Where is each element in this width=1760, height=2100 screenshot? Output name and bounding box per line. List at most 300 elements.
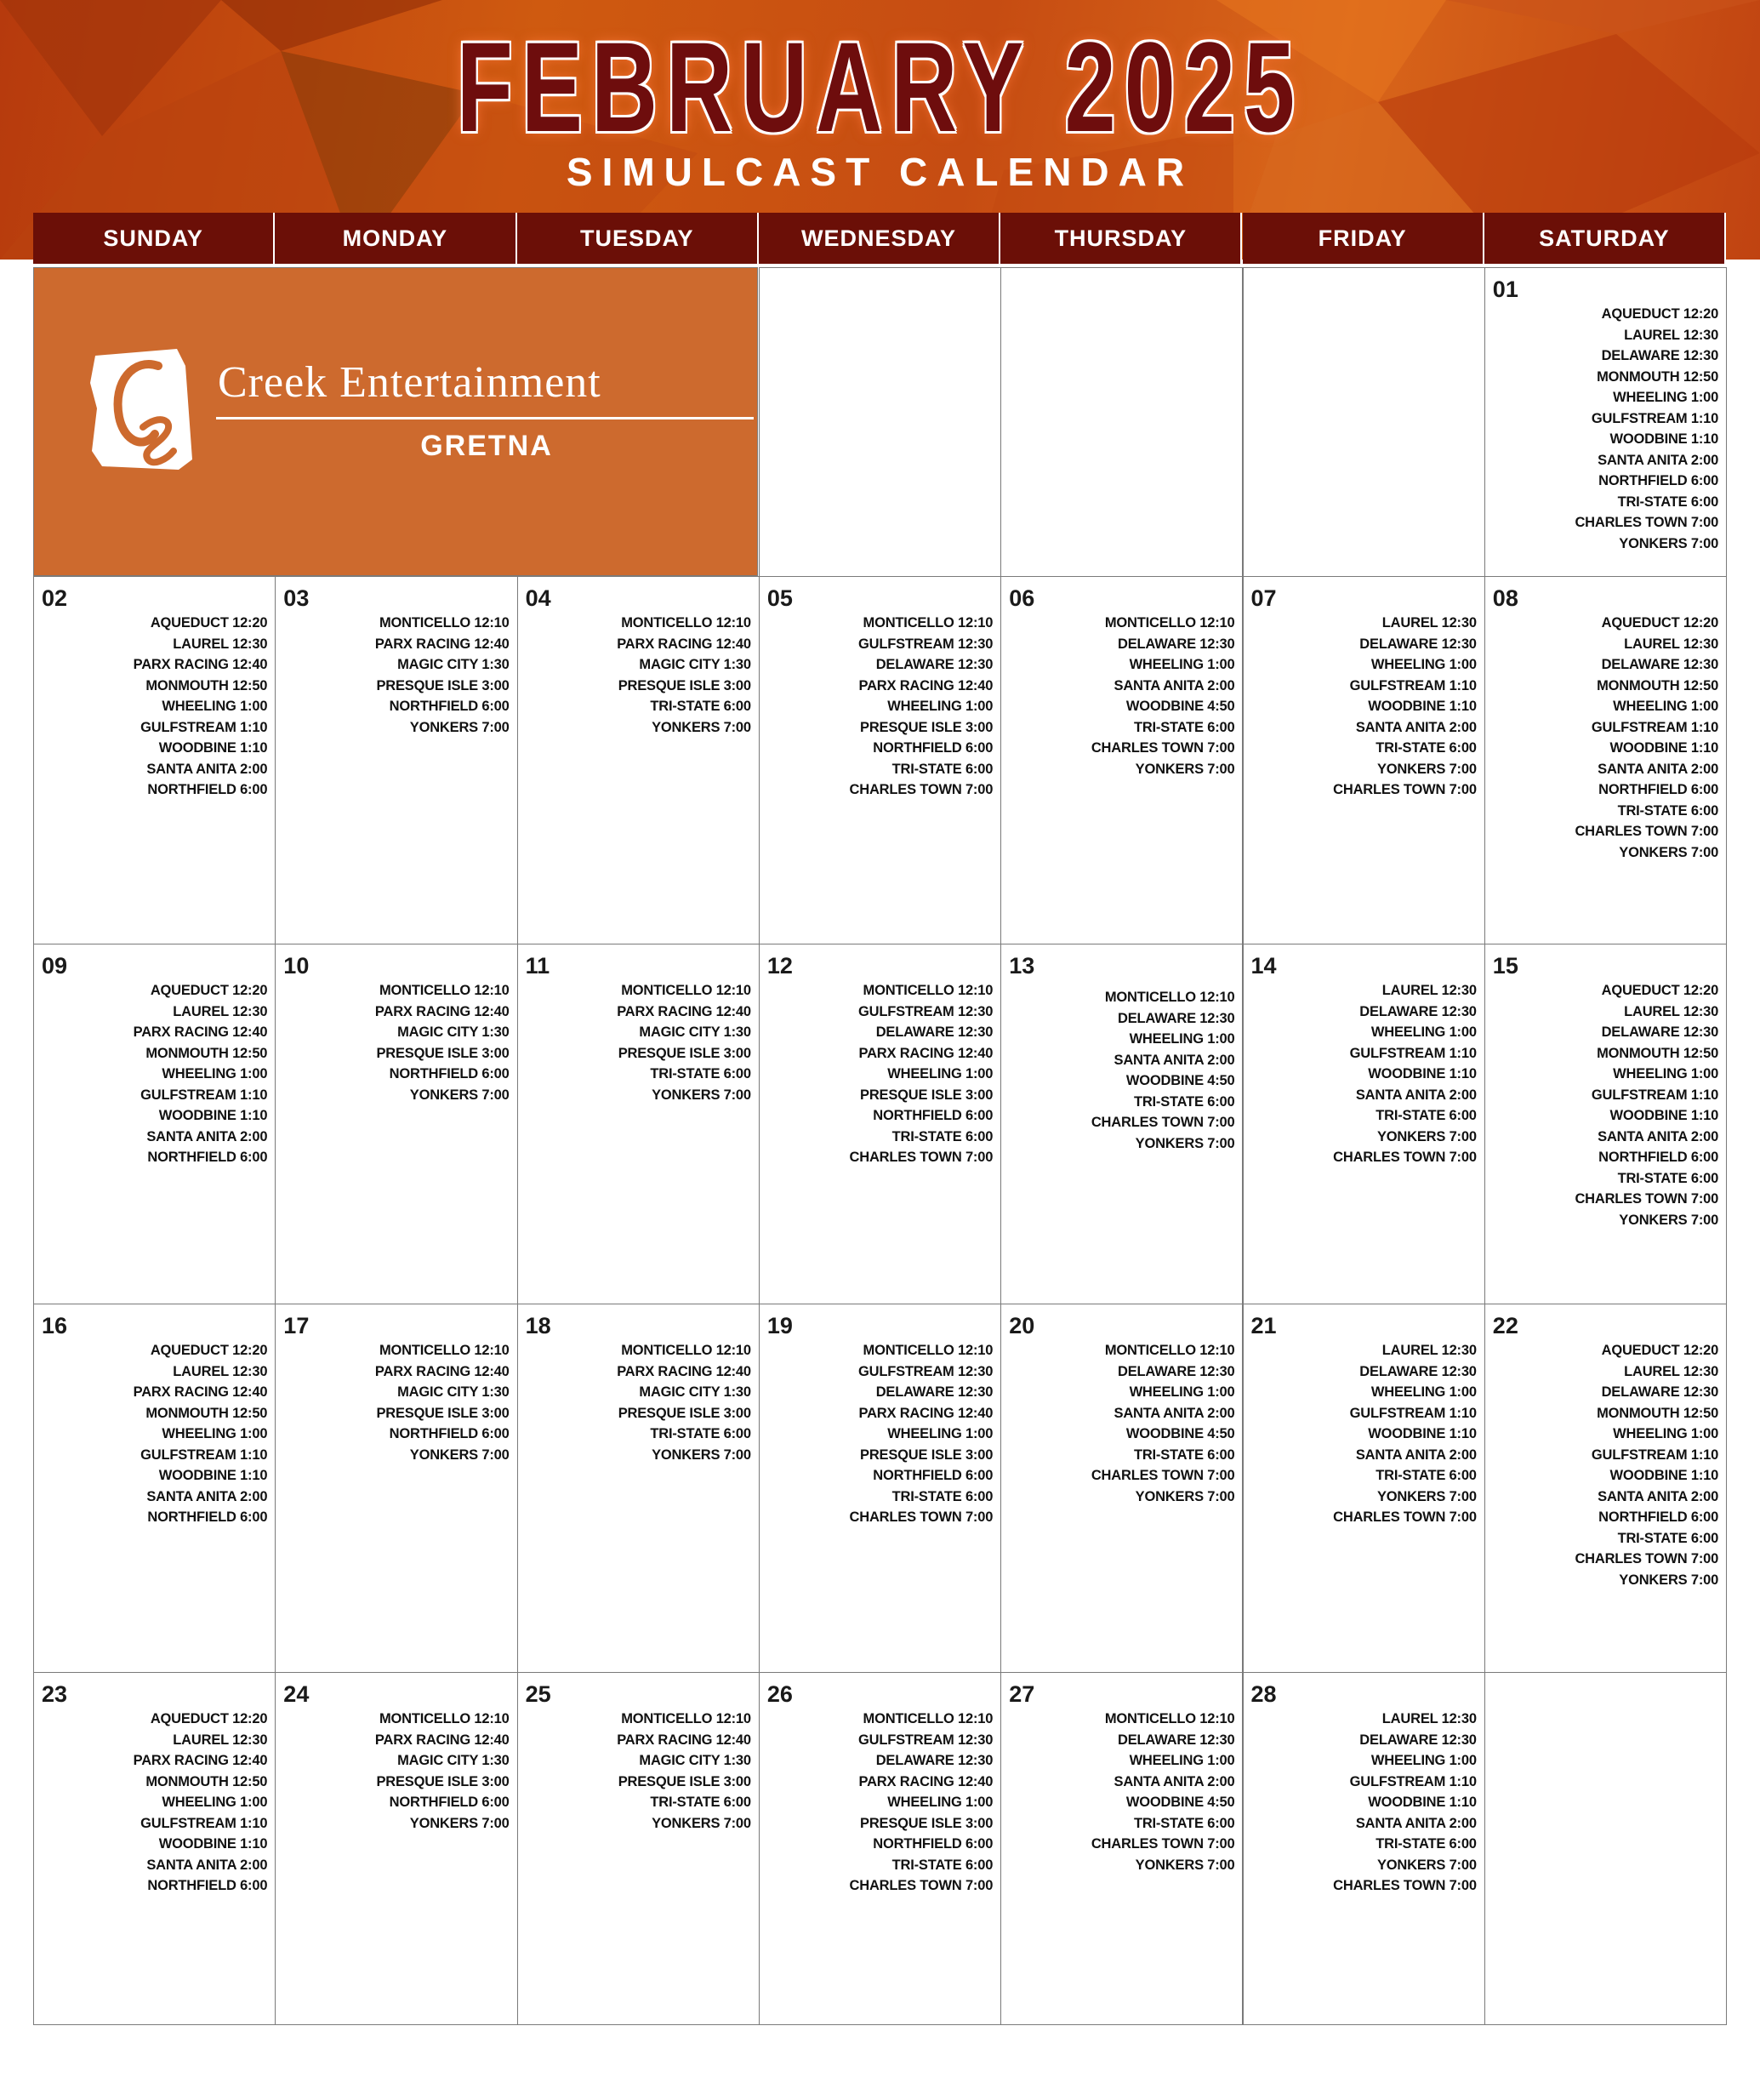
- race-entry: NORTHFIELD 6:00: [389, 1795, 510, 1810]
- race-entry: CHARLES TOWN 7:00: [849, 1150, 994, 1165]
- race-entry: AQUEDUCT 12:20: [1601, 615, 1719, 631]
- empty-day-cell: [759, 267, 1001, 577]
- day-cell-04: [517, 576, 760, 944]
- day-number: 27: [1009, 1681, 1035, 1707]
- race-entry: WHEELING 1:00: [887, 1426, 994, 1441]
- race-entry: AQUEDUCT 12:20: [150, 983, 268, 998]
- race-entry: WHEELING 1:00: [1370, 1384, 1477, 1400]
- day-cell-17: [275, 1304, 517, 1673]
- race-entry: NORTHFIELD 6:00: [873, 1836, 994, 1852]
- race-entry: WOODBINE 1:10: [158, 1108, 268, 1123]
- race-list: [1091, 1340, 1235, 1507]
- race-list: [134, 613, 268, 801]
- race-entry: MONTICELLO 12:10: [621, 615, 751, 631]
- race-entry: GULFSTREAM 1:10: [1591, 1087, 1719, 1103]
- race-entry: NORTHFIELD 6:00: [389, 1426, 510, 1441]
- race-entry: DELAWARE 12:30: [1117, 1363, 1235, 1379]
- race-entry: PARX RACING 12:40: [133, 1384, 268, 1400]
- race-entry: PRESQUE ISLE 3:00: [860, 719, 994, 735]
- race-entry: WHEELING 1:00: [1370, 1753, 1477, 1768]
- race-list: [1575, 613, 1718, 863]
- race-entry: NORTHFIELD 6:00: [1598, 1150, 1719, 1165]
- race-entry: TRI-STATE 6:00: [1376, 1836, 1477, 1852]
- day-cell-24: [275, 1672, 517, 2025]
- race-entry: WOODBINE 1:10: [1609, 1468, 1719, 1483]
- day-cell-11: [517, 944, 760, 1304]
- race-entry: PRESQUE ISLE 3:00: [376, 677, 510, 693]
- race-entry: PRESQUE ISLE 3:00: [860, 1815, 994, 1831]
- race-entry: DELAWARE 12:30: [1117, 1732, 1235, 1748]
- race-entry: MAGIC CITY 1:30: [639, 1024, 751, 1040]
- race-list: [850, 1340, 994, 1528]
- day-cell-05: [759, 576, 1001, 944]
- race-entry: CHARLES TOWN 7:00: [1333, 1150, 1477, 1165]
- day-number: 14: [1250, 953, 1277, 979]
- day-cell-06: [1000, 576, 1243, 944]
- race-entry: PARX RACING 12:40: [617, 1732, 751, 1748]
- race-list: [1575, 1340, 1718, 1590]
- race-entry: TRI-STATE 6:00: [1617, 1530, 1719, 1546]
- race-entry: NORTHFIELD 6:00: [389, 1066, 510, 1081]
- race-entry: SANTA ANITA 2:00: [1355, 1815, 1477, 1831]
- race-entry: SANTA ANITA 2:00: [146, 1488, 268, 1504]
- race-entry: YONKERS 7:00: [1135, 1857, 1235, 1873]
- race-entry: MAGIC CITY 1:30: [397, 1024, 510, 1040]
- day-cell-25: [517, 1672, 760, 2025]
- race-entry: GULFSTREAM 12:30: [858, 1003, 994, 1019]
- race-entry: MONMOUTH 12:50: [145, 677, 268, 693]
- day-number: 07: [1250, 585, 1277, 611]
- race-list: [134, 1709, 268, 1897]
- day-number: 16: [42, 1313, 68, 1338]
- race-entry: PARX RACING 12:40: [374, 1363, 510, 1379]
- day-cell-20: [1000, 1304, 1243, 1673]
- race-entry: NORTHFIELD 6:00: [873, 1108, 994, 1123]
- race-entry: YONKERS 7:00: [652, 1447, 751, 1463]
- race-entry: GULFSTREAM 1:10: [140, 1815, 268, 1831]
- race-entry: AQUEDUCT 12:20: [150, 615, 268, 631]
- day-cell-08: [1484, 576, 1727, 944]
- day-cell-26: [759, 1672, 1001, 2025]
- race-entry: YONKERS 7:00: [409, 1447, 510, 1463]
- race-entry: TRI-STATE 6:00: [650, 699, 751, 714]
- race-entry: YONKERS 7:00: [652, 719, 751, 735]
- calendar-grid: [33, 213, 1726, 2024]
- page-subtitle: SIMULCAST CALENDAR: [566, 150, 1194, 194]
- race-entry: YONKERS 7:00: [1376, 1857, 1477, 1873]
- race-entry: TRI-STATE 6:00: [1376, 1468, 1477, 1483]
- race-entry: SANTA ANITA 2:00: [146, 1857, 268, 1873]
- day-cell-15: [1484, 944, 1727, 1304]
- race-entry: MONMOUTH 12:50: [1597, 677, 1719, 693]
- race-entry: PARX RACING 12:40: [133, 1753, 268, 1768]
- race-entry: DELAWARE 12:30: [1359, 636, 1477, 652]
- race-entry: DELAWARE 12:30: [875, 1384, 994, 1400]
- race-list: [375, 1340, 510, 1465]
- race-list: [1091, 987, 1235, 1154]
- day-cell-07: [1243, 576, 1485, 944]
- race-entry: CHARLES TOWN 7:00: [1575, 824, 1719, 839]
- race-entry: PARX RACING 12:40: [374, 1732, 510, 1748]
- race-entry: MONTICELLO 12:10: [1104, 1711, 1235, 1726]
- race-list: [850, 1709, 994, 1897]
- race-entry: TRI-STATE 6:00: [1133, 1093, 1235, 1110]
- race-entry: WOODBINE 1:10: [158, 1468, 268, 1483]
- race-entry: AQUEDUCT 12:20: [150, 1711, 268, 1726]
- race-entry: CHARLES TOWN 7:00: [1091, 740, 1235, 756]
- race-entry: WOODBINE 4:50: [1125, 699, 1235, 714]
- race-list: [850, 980, 994, 1168]
- race-entry: WHEELING 1:00: [162, 1795, 268, 1810]
- race-entry: MONMOUTH 12:50: [145, 1405, 268, 1421]
- race-list: [1333, 980, 1477, 1168]
- race-entry: SANTA ANITA 2:00: [1598, 1488, 1719, 1504]
- creek-logo-icon: [85, 332, 204, 476]
- race-entry: YONKERS 7:00: [1135, 1135, 1235, 1151]
- race-entry: PRESQUE ISLE 3:00: [618, 1773, 751, 1789]
- day-cell-22: [1484, 1304, 1727, 1673]
- day-cell-27: [1000, 1672, 1243, 2025]
- race-entry: YONKERS 7:00: [1619, 1572, 1719, 1588]
- page-title: FEBRUARY 2025: [456, 15, 1304, 158]
- race-entry: PARX RACING 12:40: [133, 657, 268, 672]
- race-entry: YONKERS 7:00: [652, 1087, 751, 1103]
- race-entry: DELAWARE 12:30: [1359, 1732, 1477, 1748]
- race-entry: DELAWARE 12:30: [875, 657, 994, 672]
- race-entry: MONTICELLO 12:10: [1104, 1343, 1235, 1358]
- race-entry: CHARLES TOWN 7:00: [1091, 1836, 1235, 1852]
- race-entry: YONKERS 7:00: [1619, 535, 1719, 551]
- race-entry: PRESQUE ISLE 3:00: [376, 1045, 510, 1061]
- race-entry: LAUREL 12:30: [1381, 983, 1477, 998]
- race-entry: TRI-STATE 6:00: [1617, 1170, 1719, 1186]
- day-cell-10: [275, 944, 517, 1304]
- race-entry: MONTICELLO 12:10: [863, 983, 994, 998]
- race-entry: YONKERS 7:00: [409, 1815, 510, 1831]
- day-number: 15: [1492, 953, 1518, 979]
- race-entry: MONTICELLO 12:10: [863, 1343, 994, 1358]
- race-entry: GULFSTREAM 1:10: [1591, 1447, 1719, 1463]
- day-number: 17: [283, 1313, 310, 1338]
- race-entry: TRI-STATE 6:00: [1376, 740, 1477, 756]
- day-number: 18: [525, 1313, 551, 1338]
- race-entry: TRI-STATE 6:00: [1617, 494, 1719, 510]
- race-entry: WHEELING 1:00: [1613, 390, 1719, 405]
- race-entry: CHARLES TOWN 7:00: [1333, 782, 1477, 797]
- race-entry: MONTICELLO 12:10: [621, 1711, 751, 1726]
- race-entry: PRESQUE ISLE 3:00: [618, 677, 751, 693]
- race-entry: NORTHFIELD 6:00: [1598, 1509, 1719, 1525]
- race-entry: LAUREL 12:30: [1381, 1711, 1477, 1726]
- race-entry: TRI-STATE 6:00: [650, 1426, 751, 1441]
- race-entry: PRESQUE ISLE 3:00: [376, 1405, 510, 1421]
- race-entry: PARX RACING 12:40: [374, 1003, 510, 1019]
- race-entry: MAGIC CITY 1:30: [639, 1384, 751, 1400]
- race-entry: AQUEDUCT 12:20: [1601, 983, 1719, 998]
- race-list: [134, 980, 268, 1168]
- race-entry: TRI-STATE 6:00: [1133, 1815, 1235, 1831]
- race-entry: SANTA ANITA 2:00: [1355, 1447, 1477, 1463]
- race-entry: MONTICELLO 12:10: [379, 1711, 510, 1726]
- race-entry: MONMOUTH 12:50: [1597, 368, 1719, 385]
- day-cell-18: [517, 1304, 760, 1673]
- race-entry: YONKERS 7:00: [1376, 1128, 1477, 1144]
- race-list: [617, 1340, 751, 1465]
- logo-name: Creek Entertainment: [218, 358, 601, 407]
- race-entry: TRI-STATE 6:00: [1617, 802, 1719, 819]
- race-entry: WHEELING 1:00: [1613, 699, 1719, 714]
- weekday-header-thursday: THURSDAY: [1000, 213, 1242, 264]
- race-entry: GULFSTREAM 1:10: [1349, 1405, 1477, 1421]
- race-entry: MAGIC CITY 1:30: [397, 1753, 510, 1768]
- race-entry: CHARLES TOWN 7:00: [849, 1509, 994, 1525]
- race-entry: GULFSTREAM 12:30: [858, 636, 994, 652]
- race-entry: MAGIC CITY 1:30: [639, 1753, 751, 1768]
- race-entry: CHARLES TOWN 7:00: [1333, 1878, 1477, 1893]
- race-entry: WHEELING 1:00: [1370, 657, 1477, 672]
- race-entry: YONKERS 7:00: [1619, 844, 1719, 860]
- race-entry: DELAWARE 12:30: [1601, 1024, 1719, 1040]
- race-list: [1333, 1709, 1477, 1897]
- race-entry: YONKERS 7:00: [652, 1815, 751, 1831]
- day-number: 22: [1492, 1313, 1518, 1338]
- race-entry: NORTHFIELD 6:00: [147, 1509, 268, 1525]
- race-entry: WHEELING 1:00: [162, 1426, 268, 1441]
- race-entry: WOODBINE 1:10: [1368, 1795, 1477, 1810]
- day-number: 05: [766, 585, 793, 611]
- day-number: 10: [283, 953, 310, 979]
- race-entry: GULFSTREAM 1:10: [1349, 1773, 1477, 1789]
- day-number: 09: [42, 953, 68, 979]
- race-entry: WHEELING 1:00: [887, 699, 994, 714]
- race-entry: YONKERS 7:00: [409, 1087, 510, 1103]
- race-entry: GULFSTREAM 1:10: [140, 1447, 268, 1463]
- race-entry: WOODBINE 1:10: [1609, 740, 1719, 756]
- race-entry: MONMOUTH 12:50: [1597, 1405, 1719, 1421]
- race-entry: MAGIC CITY 1:30: [639, 657, 751, 672]
- day-cell-01: [1484, 267, 1727, 577]
- race-entry: PRESQUE ISLE 3:00: [618, 1405, 751, 1421]
- race-entry: NORTHFIELD 6:00: [873, 1468, 994, 1483]
- race-entry: DELAWARE 12:30: [1359, 1363, 1477, 1379]
- race-entry: WOODBINE 1:10: [158, 740, 268, 756]
- race-entry: WHEELING 1:00: [1129, 1384, 1235, 1400]
- race-entry: NORTHFIELD 6:00: [147, 782, 268, 797]
- race-entry: MONMOUTH 12:50: [145, 1773, 268, 1789]
- logo-location: GRETNA: [420, 430, 553, 462]
- race-entry: WHEELING 1:00: [887, 1795, 994, 1810]
- race-list: [1333, 1340, 1477, 1528]
- race-entry: SANTA ANITA 2:00: [1114, 677, 1235, 693]
- race-entry: WOODBINE 4:50: [1125, 1426, 1235, 1441]
- race-list: [1575, 980, 1718, 1230]
- race-entry: GULFSTREAM 12:30: [858, 1732, 994, 1748]
- race-entry: PARX RACING 12:40: [617, 1003, 751, 1019]
- race-entry: PRESQUE ISLE 3:00: [860, 1447, 994, 1463]
- day-number: 25: [525, 1681, 551, 1707]
- race-entry: MONTICELLO 12:10: [863, 615, 994, 631]
- race-entry: YONKERS 7:00: [1135, 1488, 1235, 1504]
- race-entry: CHARLES TOWN 7:00: [1575, 1191, 1719, 1207]
- race-entry: MONTICELLO 12:10: [621, 1343, 751, 1358]
- race-entry: PARX RACING 12:40: [858, 1045, 994, 1061]
- race-entry: WHEELING 1:00: [1370, 1024, 1477, 1040]
- empty-day-cell: [1243, 267, 1485, 577]
- race-entry: DELAWARE 12:30: [1601, 348, 1719, 363]
- race-entry: AQUEDUCT 12:20: [1601, 1343, 1719, 1358]
- race-entry: SANTA ANITA 2:00: [1598, 1128, 1719, 1144]
- race-entry: LAUREL 12:30: [173, 1732, 268, 1748]
- weekday-header-saturday: SATURDAY: [1484, 213, 1726, 264]
- race-entry: GULFSTREAM 1:10: [1591, 719, 1719, 735]
- day-number: 21: [1250, 1313, 1277, 1338]
- day-cell-14: [1243, 944, 1485, 1304]
- race-list: [617, 1709, 751, 1834]
- weekday-header-wednesday: WEDNESDAY: [759, 213, 1000, 264]
- race-entry: MONTICELLO 12:10: [379, 615, 510, 631]
- race-entry: WOODBINE 4:50: [1125, 1795, 1235, 1810]
- race-entry: WHEELING 1:00: [162, 1066, 268, 1081]
- race-entry: MONTICELLO 12:10: [621, 983, 751, 998]
- race-entry: AQUEDUCT 12:20: [1601, 306, 1719, 322]
- empty-day-cell: [1000, 267, 1243, 577]
- race-entry: NORTHFIELD 6:00: [1598, 473, 1719, 488]
- race-entry: WHEELING 1:00: [1613, 1426, 1719, 1441]
- race-list: [1575, 304, 1718, 554]
- race-entry: TRI-STATE 6:00: [1133, 1447, 1235, 1463]
- race-entry: GULFSTREAM 1:10: [1591, 410, 1719, 426]
- race-entry: MONMOUTH 12:50: [1597, 1045, 1719, 1061]
- race-entry: GULFSTREAM 1:10: [140, 719, 268, 735]
- day-number: 24: [283, 1681, 310, 1707]
- race-entry: YONKERS 7:00: [1619, 1212, 1719, 1228]
- empty-day-cell: [1484, 1672, 1727, 2025]
- race-entry: DELAWARE 12:30: [875, 1024, 994, 1040]
- race-entry: SANTA ANITA 2:00: [1355, 1087, 1477, 1103]
- race-entry: PARX RACING 12:40: [374, 636, 510, 652]
- race-entry: DELAWARE 12:30: [1601, 1384, 1719, 1400]
- day-number: 04: [525, 585, 551, 611]
- race-entry: MAGIC CITY 1:30: [397, 657, 510, 672]
- race-entry: WOODBINE 4:50: [1125, 1073, 1235, 1088]
- day-number: 26: [766, 1681, 793, 1707]
- race-list: [1091, 613, 1235, 779]
- race-entry: WOODBINE 1:10: [158, 1836, 268, 1852]
- race-entry: GULFSTREAM 1:10: [1349, 1045, 1477, 1061]
- weekday-header-sunday: SUNDAY: [33, 213, 275, 264]
- day-number: 08: [1492, 585, 1518, 611]
- race-entry: CHARLES TOWN 7:00: [1575, 1551, 1719, 1566]
- race-entry: LAUREL 12:30: [173, 1003, 268, 1019]
- race-entry: CHARLES TOWN 7:00: [849, 782, 994, 797]
- day-cell-09: [33, 944, 276, 1304]
- race-entry: LAUREL 12:30: [1624, 1363, 1719, 1379]
- logo-block: [33, 267, 758, 576]
- weekday-header-friday: FRIDAY: [1243, 213, 1484, 264]
- day-number: 03: [283, 585, 310, 611]
- race-entry: PARX RACING 12:40: [858, 1405, 994, 1421]
- race-entry: PRESQUE ISLE 3:00: [860, 1087, 994, 1103]
- race-entry: GULFSTREAM 1:10: [1349, 677, 1477, 693]
- race-entry: PARX RACING 12:40: [617, 636, 751, 652]
- race-entry: PARX RACING 12:40: [617, 1363, 751, 1379]
- race-entry: LAUREL 12:30: [173, 1363, 268, 1379]
- race-entry: DELAWARE 12:30: [1117, 636, 1235, 652]
- race-entry: PARX RACING 12:40: [858, 677, 994, 693]
- race-list: [375, 980, 510, 1105]
- race-entry: WOODBINE 1:10: [1368, 699, 1477, 714]
- race-entry: NORTHFIELD 6:00: [389, 699, 510, 714]
- race-entry: SANTA ANITA 2:00: [1355, 719, 1477, 735]
- race-entry: GULFSTREAM 1:10: [140, 1087, 268, 1103]
- race-entry: WHEELING 1:00: [1613, 1066, 1719, 1081]
- race-entry: SANTA ANITA 2:00: [1114, 1773, 1235, 1789]
- race-entry: LAUREL 12:30: [1624, 636, 1719, 652]
- day-cell-28: [1243, 1672, 1485, 2025]
- weekday-header-monday: MONDAY: [275, 213, 516, 264]
- race-entry: SANTA ANITA 2:00: [1598, 761, 1719, 777]
- day-cell-23: [33, 1672, 276, 2025]
- day-number: 20: [1009, 1313, 1035, 1338]
- race-entry: DELAWARE 12:30: [875, 1753, 994, 1768]
- weekday-header-tuesday: TUESDAY: [517, 213, 759, 264]
- day-number: 02: [42, 585, 68, 611]
- race-entry: TRI-STATE 6:00: [1376, 1108, 1477, 1123]
- race-entry: WOODBINE 1:10: [1609, 1108, 1719, 1123]
- race-entry: PARX RACING 12:40: [133, 1024, 268, 1040]
- race-entry: CHARLES TOWN 7:00: [1091, 1468, 1235, 1483]
- race-entry: CHARLES TOWN 7:00: [1333, 1509, 1477, 1525]
- race-entry: CHARLES TOWN 7:00: [1091, 1115, 1235, 1130]
- day-cell-12: [759, 944, 1001, 1304]
- race-entry: WHEELING 1:00: [1129, 1753, 1235, 1768]
- race-entry: WHEELING 1:00: [1129, 657, 1235, 672]
- race-entry: WOODBINE 1:10: [1368, 1426, 1477, 1441]
- day-cell-21: [1243, 1304, 1485, 1673]
- race-entry: SANTA ANITA 2:00: [146, 761, 268, 777]
- day-cell-16: [33, 1304, 276, 1673]
- race-entry: DELAWARE 12:30: [1359, 1003, 1477, 1019]
- race-entry: NORTHFIELD 6:00: [147, 1878, 268, 1893]
- day-cell-02: [33, 576, 276, 944]
- race-entry: YONKERS 7:00: [1376, 1488, 1477, 1504]
- race-entry: TRI-STATE 6:00: [650, 1066, 751, 1081]
- race-entry: DELAWARE 12:30: [1601, 657, 1719, 672]
- race-entry: NORTHFIELD 6:00: [873, 740, 994, 756]
- race-entry: NORTHFIELD 6:00: [1598, 782, 1719, 797]
- day-number: 01: [1492, 277, 1518, 302]
- race-list: [617, 980, 751, 1105]
- race-list: [1333, 613, 1477, 801]
- race-entry: PRESQUE ISLE 3:00: [376, 1773, 510, 1789]
- race-entry: TRI-STATE 6:00: [891, 1857, 994, 1873]
- race-entry: WOODBINE 1:10: [1609, 431, 1719, 447]
- race-entry: TRI-STATE 6:00: [891, 1128, 994, 1144]
- day-number: 12: [766, 953, 793, 979]
- day-number: 06: [1009, 585, 1035, 611]
- race-entry: LAUREL 12:30: [1381, 615, 1477, 631]
- day-cell-13: [1000, 944, 1243, 1304]
- race-list: [850, 613, 994, 801]
- race-entry: DELAWARE 12:30: [1117, 1010, 1235, 1026]
- race-entry: MONTICELLO 12:10: [1104, 990, 1235, 1005]
- logo-divider: [216, 417, 754, 419]
- race-list: [134, 1340, 268, 1528]
- race-entry: TRI-STATE 6:00: [891, 1488, 994, 1504]
- race-list: [375, 1709, 510, 1834]
- race-entry: SANTA ANITA 2:00: [1114, 1052, 1235, 1068]
- race-list: [375, 613, 510, 738]
